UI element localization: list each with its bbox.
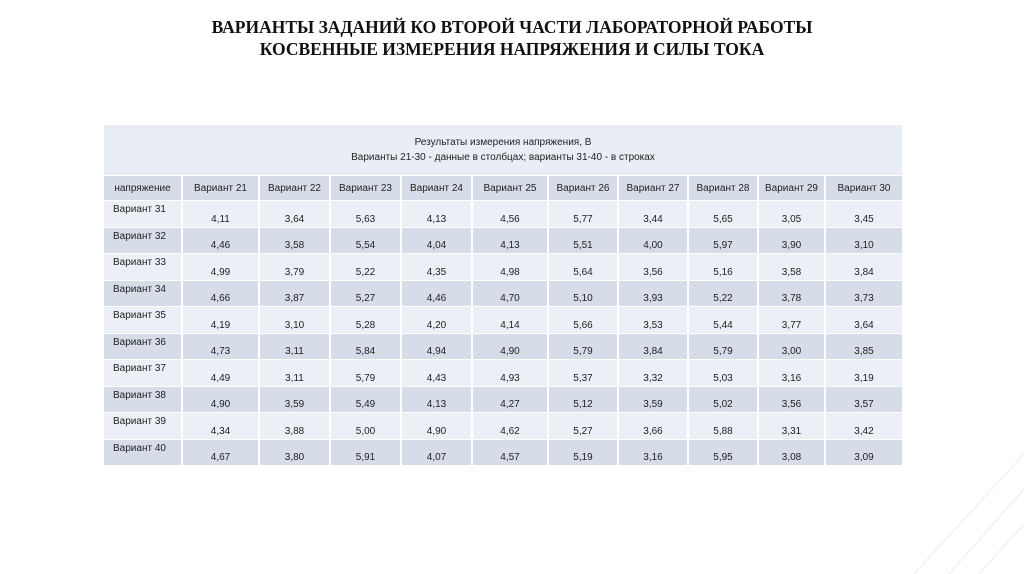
table-cell: 4,90 xyxy=(472,333,548,360)
column-header: Вариант 25 xyxy=(472,176,548,201)
column-header: Вариант 21 xyxy=(182,176,259,201)
table-cell: 5,97 xyxy=(688,227,758,254)
voltage-results-table xyxy=(104,125,902,465)
table-cell: 3,84 xyxy=(825,254,902,281)
table-cell: 4,43 xyxy=(401,360,472,387)
table-cell: 3,90 xyxy=(758,227,825,254)
table-cell: 5,63 xyxy=(330,201,401,228)
table-cell: 3,56 xyxy=(758,386,825,413)
table-cell: 3,53 xyxy=(618,307,688,334)
table-cell: 3,64 xyxy=(259,201,330,228)
table-cell: 5,16 xyxy=(688,254,758,281)
table-cell: 5,19 xyxy=(548,439,618,465)
row-label: Вариант 33 xyxy=(104,254,182,281)
table-row xyxy=(104,201,902,228)
table-row xyxy=(104,280,902,307)
table-cell: 3,09 xyxy=(825,439,902,465)
table-cell: 3,56 xyxy=(618,254,688,281)
table-cell: 3,44 xyxy=(618,201,688,228)
table-cell: 5,79 xyxy=(548,333,618,360)
table-cell: 5,22 xyxy=(688,280,758,307)
table-cell: 3,58 xyxy=(758,254,825,281)
table-cell: 3,58 xyxy=(259,227,330,254)
table-cell: 4,94 xyxy=(401,333,472,360)
table-cell: 4,66 xyxy=(182,280,259,307)
table-cell: 3,64 xyxy=(825,307,902,334)
table-cell: 5,10 xyxy=(548,280,618,307)
table-cell: 3,31 xyxy=(758,413,825,440)
table-cell: 3,77 xyxy=(758,307,825,334)
table-cell: 5,37 xyxy=(548,360,618,387)
table-cell: 3,85 xyxy=(825,333,902,360)
table-cell: 3,16 xyxy=(618,439,688,465)
table-cell: 5,65 xyxy=(688,201,758,228)
title-line-1: ВАРИАНТЫ ЗАДАНИЙ КО ВТОРОЙ ЧАСТИ ЛАБОРАТОРНОЙ РАБОТЫ xyxy=(211,17,813,37)
table-cell: 3,66 xyxy=(618,413,688,440)
table-cell: 3,10 xyxy=(825,227,902,254)
table-cell: 3,11 xyxy=(259,333,330,360)
table-cell: 5,12 xyxy=(548,386,618,413)
table-cell: 5,91 xyxy=(330,439,401,465)
row-label: Вариант 38 xyxy=(104,386,182,413)
table-row xyxy=(104,227,902,254)
table-cell: 3,73 xyxy=(825,280,902,307)
table-body xyxy=(104,201,902,466)
column-header: Вариант 24 xyxy=(401,176,472,201)
table-cell: 4,49 xyxy=(182,360,259,387)
corner-header: напряжение xyxy=(104,176,182,201)
corner-decoration xyxy=(874,444,1024,574)
table-caption xyxy=(104,125,902,176)
table-row xyxy=(104,307,902,334)
table-cell: 3,10 xyxy=(259,307,330,334)
table-cell: 4,04 xyxy=(401,227,472,254)
table-cell: 4,34 xyxy=(182,413,259,440)
column-header: Вариант 22 xyxy=(259,176,330,201)
table-cell: 5,03 xyxy=(688,360,758,387)
table-cell: 4,14 xyxy=(472,307,548,334)
table-cell: 5,27 xyxy=(330,280,401,307)
table-cell: 5,66 xyxy=(548,307,618,334)
column-header: Вариант 29 xyxy=(758,176,825,201)
table-row xyxy=(104,333,902,360)
table-cell: 4,00 xyxy=(618,227,688,254)
table-cell: 3,32 xyxy=(618,360,688,387)
table-cell: 3,84 xyxy=(618,333,688,360)
table-cell: 4,70 xyxy=(472,280,548,307)
table-cell: 3,79 xyxy=(259,254,330,281)
table-cell: 3,11 xyxy=(259,360,330,387)
table-cell: 3,59 xyxy=(618,386,688,413)
table-cell: 5,84 xyxy=(330,333,401,360)
row-label: Вариант 35 xyxy=(104,307,182,334)
table-cell: 4,13 xyxy=(472,227,548,254)
slide-title xyxy=(0,16,1024,60)
column-header: Вариант 26 xyxy=(548,176,618,201)
table-row xyxy=(104,413,902,440)
table-cell: 4,90 xyxy=(401,413,472,440)
table-cell: 4,46 xyxy=(182,227,259,254)
table-cell: 4,13 xyxy=(401,201,472,228)
table-cell: 5,64 xyxy=(548,254,618,281)
table-cell: 4,57 xyxy=(472,439,548,465)
column-header: Вариант 30 xyxy=(825,176,902,201)
column-header: Вариант 27 xyxy=(618,176,688,201)
table-cell: 4,67 xyxy=(182,439,259,465)
column-header: Вариант 23 xyxy=(330,176,401,201)
table-cell: 5,54 xyxy=(330,227,401,254)
caption-line-2: Варианты 21-30 - данные в столбцах; варианты 31-40 - в строках xyxy=(351,152,655,163)
table-cell: 4,93 xyxy=(472,360,548,387)
row-label: Вариант 31 xyxy=(104,201,182,228)
column-header: Вариант 28 xyxy=(688,176,758,201)
table-header-row xyxy=(104,176,902,201)
table-cell: 4,73 xyxy=(182,333,259,360)
table-cell: 3,19 xyxy=(825,360,902,387)
caption-line-1: Результаты измерения напряжения, В xyxy=(414,137,592,148)
table-cell: 3,42 xyxy=(825,413,902,440)
table-cell: 4,19 xyxy=(182,307,259,334)
table-cell: 4,62 xyxy=(472,413,548,440)
table-cell: 3,57 xyxy=(825,386,902,413)
table-cell: 4,90 xyxy=(182,386,259,413)
table-cell: 3,88 xyxy=(259,413,330,440)
table-cell: 3,45 xyxy=(825,201,902,228)
table-cell: 3,16 xyxy=(758,360,825,387)
table-cell: 3,78 xyxy=(758,280,825,307)
table-cell: 4,46 xyxy=(401,280,472,307)
table-cell: 5,00 xyxy=(330,413,401,440)
row-label: Вариант 32 xyxy=(104,227,182,254)
table-caption-row xyxy=(104,125,902,176)
title-line-2: КОСВЕННЫЕ ИЗМЕРЕНИЯ НАПРЯЖЕНИЯ И СИЛЫ ТОКА xyxy=(259,39,765,59)
table-cell: 5,88 xyxy=(688,413,758,440)
table-cell: 4,13 xyxy=(401,386,472,413)
table-cell: 5,28 xyxy=(330,307,401,334)
table-row xyxy=(104,360,902,387)
table-cell: 4,11 xyxy=(182,201,259,228)
table-cell: 3,08 xyxy=(758,439,825,465)
table-cell: 4,35 xyxy=(401,254,472,281)
table-row xyxy=(104,386,902,413)
table-cell: 4,07 xyxy=(401,439,472,465)
table-cell: 3,05 xyxy=(758,201,825,228)
table-cell: 4,20 xyxy=(401,307,472,334)
table-cell: 3,80 xyxy=(259,439,330,465)
row-label: Вариант 34 xyxy=(104,280,182,307)
table-cell: 5,49 xyxy=(330,386,401,413)
row-label: Вариант 36 xyxy=(104,333,182,360)
table-cell: 3,59 xyxy=(259,386,330,413)
table-cell: 5,22 xyxy=(330,254,401,281)
row-label: Вариант 39 xyxy=(104,413,182,440)
table-cell: 4,27 xyxy=(472,386,548,413)
table-cell: 3,00 xyxy=(758,333,825,360)
table-cell: 5,79 xyxy=(330,360,401,387)
table-cell: 5,02 xyxy=(688,386,758,413)
table-cell: 5,44 xyxy=(688,307,758,334)
table-cell: 3,93 xyxy=(618,280,688,307)
table-row xyxy=(104,439,902,465)
table-cell: 5,79 xyxy=(688,333,758,360)
row-label: Вариант 40 xyxy=(104,439,182,465)
table-cell: 4,56 xyxy=(472,201,548,228)
table-cell: 5,51 xyxy=(548,227,618,254)
table-cell: 5,95 xyxy=(688,439,758,465)
table-cell: 3,87 xyxy=(259,280,330,307)
table-cell: 4,99 xyxy=(182,254,259,281)
table-cell: 4,98 xyxy=(472,254,548,281)
row-label: Вариант 37 xyxy=(104,360,182,387)
table-cell: 5,77 xyxy=(548,201,618,228)
table-row xyxy=(104,254,902,281)
table-cell: 5,27 xyxy=(548,413,618,440)
